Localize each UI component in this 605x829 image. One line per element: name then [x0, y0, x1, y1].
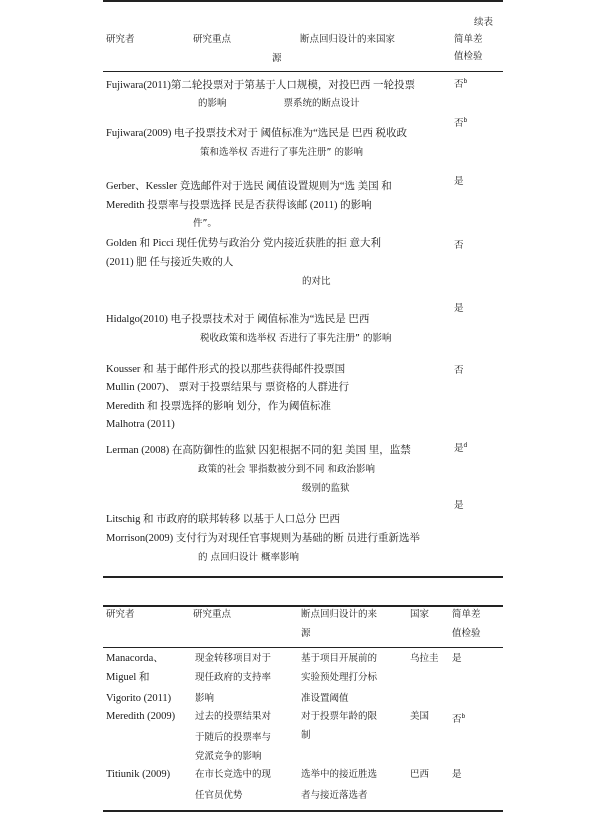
- check-value: 否$^b$: [454, 78, 468, 91]
- row-line: Mullin (2007)、 票对于投票结果与 票资格的人群进行: [106, 382, 349, 393]
- continued-label: 续表: [474, 17, 494, 28]
- country-cell: 巴西: [410, 769, 430, 780]
- row-line: (2011) 肥 任与接近失败的人: [106, 257, 234, 268]
- row-line: 税收政策和选举权 否进行了事先注册” 的影响: [200, 333, 392, 344]
- row-line: Fujiwara(2009) 电子投票技术对于 阈值标准为“选民是 巴西 税收政: [106, 128, 407, 139]
- source-cell: 准设置阈值: [301, 693, 349, 704]
- header-source: 断点回归设计的来国家: [300, 34, 396, 45]
- row-line: 的对比: [302, 276, 331, 287]
- table-1-top-rule: [103, 0, 503, 2]
- source-cell: 选举中的接近胜选: [301, 769, 378, 780]
- row-line: Morrison(2009) 支付行为对现任官事规则为基础的断 员进行重新选举: [106, 533, 420, 544]
- row-line: 策和选举权 否进行了事先注册” 的影响: [200, 147, 363, 158]
- header-check-cont: 值检验: [452, 628, 481, 639]
- source-cell: 基于项目开展前的: [301, 653, 378, 664]
- focus-cell: 任官员优势: [195, 790, 243, 801]
- country-cell: 美国: [410, 711, 430, 722]
- source-cell: 对于投票年龄的限: [301, 711, 378, 722]
- focus-cell: 现任政府的支持率: [195, 672, 272, 683]
- researcher-cell: Vigorito (2011): [106, 693, 172, 704]
- row-line: 政策的社会 罪指数被分到不同 和政治影响: [198, 464, 376, 475]
- country-cell: 乌拉圭: [410, 653, 439, 664]
- row-line: Hidalgo(2010) 电子投票技术对于 阈值标准为“选民是 巴西: [106, 314, 370, 325]
- row-line: Kousser 和 基于邮件形式的投以那些获得邮件投票国: [106, 364, 346, 375]
- row-line: 件”。: [193, 218, 217, 229]
- header-researcher: 研究者: [106, 609, 135, 620]
- row-line: Meredith 投票率与投票选择 民是否获得该邮 (2011) 的影响: [106, 200, 372, 211]
- row-line: Golden 和 Picci 现任优势与政治分 党内接近获胜的拒 意大利: [106, 238, 382, 249]
- check-value: 否: [454, 365, 464, 376]
- researcher-cell: Manacorda、: [106, 653, 164, 664]
- focus-cell: 影响: [195, 693, 215, 704]
- header-country: 国家: [410, 609, 430, 620]
- focus-cell: 党派竞争的影响: [195, 751, 262, 762]
- row-line: 的 点回归设计 概率影响: [198, 552, 300, 563]
- researcher-cell: Meredith (2009): [106, 711, 176, 722]
- check-value: 是: [454, 500, 464, 511]
- row-line: 级别的监狱: [302, 483, 350, 494]
- row-line: 的影响 票系统的断点设计: [198, 98, 360, 109]
- check-value: 否$^b$: [454, 117, 468, 130]
- check-value: 是: [454, 176, 464, 187]
- table-2-top-rule: [103, 605, 503, 607]
- table-2-bottom-rule: [103, 810, 503, 812]
- row-line: Gerber、Kessler 竞选邮件对于选民 阈值设置规则为“选 美国 和: [106, 181, 392, 192]
- check-value: 是$^d$: [454, 442, 468, 455]
- table-1-header-rule: [103, 71, 503, 72]
- focus-cell: 现金转移项目对于: [195, 653, 272, 664]
- header-source-cont: 源: [272, 53, 282, 64]
- source-cell: 制: [301, 730, 311, 741]
- header-source: 断点回归设计的来: [301, 609, 378, 620]
- table-2-header-rule: [103, 647, 503, 648]
- check-value: 是: [452, 653, 462, 664]
- check-value: 否: [454, 240, 464, 251]
- check-value: 否$^b$: [452, 713, 466, 726]
- focus-cell: 于随后的投票率与: [195, 732, 272, 743]
- check-value: 是: [452, 769, 462, 780]
- focus-cell: 在市长竞选中的现: [195, 769, 272, 780]
- header-focus: 研究重点: [193, 34, 232, 45]
- focus-cell: 过去的投票结果对: [195, 711, 272, 722]
- source-cell: 实验预处理打分标: [301, 672, 378, 683]
- row-line: Litschig 和 市政府的联邦转移 以基于人口总分 巴西: [106, 514, 340, 525]
- header-focus: 研究重点: [193, 609, 232, 620]
- table-1-bottom-rule: [103, 576, 503, 578]
- header-check-cont: 值检验: [454, 51, 483, 62]
- header-check: 简单差: [454, 34, 483, 45]
- row-line: Malhotra (2011): [106, 419, 175, 430]
- source-cell: 者与接近落选者: [301, 790, 368, 801]
- check-value: 是: [454, 303, 464, 314]
- header-researcher: 研究者: [106, 34, 135, 45]
- row-line: Lerman (2008) 在高防御性的监狱 囚犯根据不同的犯 美国 里，监禁: [106, 445, 411, 456]
- row-line: Fujiwara(2011)第二轮投票对于第基于人口规模，对投巴西 一轮投票: [106, 80, 416, 91]
- researcher-cell: Miguel 和: [106, 672, 150, 683]
- header-check: 简单差: [452, 609, 481, 620]
- researcher-cell: Titiunik (2009): [106, 769, 171, 780]
- row-line: Meredith 和 投票选择的影响 划分，作为阈值标准: [106, 401, 331, 412]
- header-source-cont: 源: [301, 628, 311, 639]
